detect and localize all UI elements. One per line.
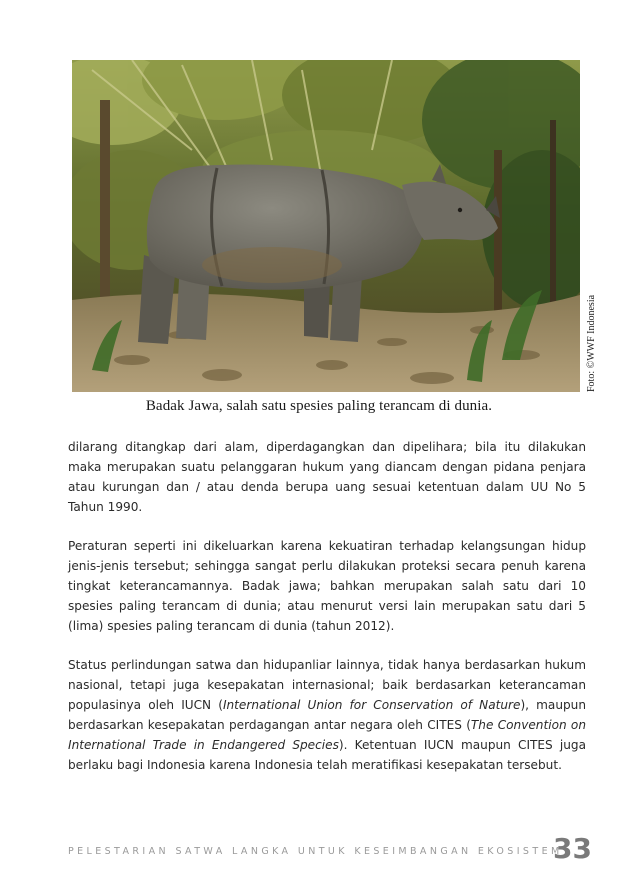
paragraph-3-text-1: Status perlindungan satwa dan hidupanliar lainnya, tidak hanya berdasarkan hukum nasional, tetapi juga kesepakatan internasional; baik berdasarkan keterancaman populasinya oleh IUCN ( [68,658,586,712]
paragraph-3-text-2: ), maupun berdasarkan kesepakatan perdagangan antar negara oleh CITES ( [68,698,586,732]
cites-full-name: The Convention on International Trade in Endangered Species [68,718,586,752]
photo-caption: Badak Jawa, salah satu spesies paling terancam di dunia. [145,398,493,414]
page-number: 33 [553,832,592,865]
photo-credit: Foto: ©WWF Indonesia [586,294,597,392]
paragraph-3 [68,655,586,775]
running-footer: PELESTARIAN SATWA LANGKA UNTUK KESEIMBANGAN EKOSISTEM [68,846,563,857]
rhino-photo [72,60,580,392]
paragraph-1: dilarang ditangkap dari alam, diperdagangkan dan dipelihara; bila itu dilakukan maka merupakan suatu pelanggaran hukum yang diancam dengan pidana penjara atau kurungan dan / atau denda berupa uang sesuai ketentuan dalam UU No 5 Tahun 1990. [68,440,586,514]
rhino-illustration [72,60,580,392]
paragraph-2: Peraturan seperti ini dikeluarkan karena kekuatiran terhadap kelangsungan hidup jenis-jenis tersebut; sehingga sangat perlu dilakukan proteksi secara penuh karena tingkat keterancamannya. Badak jawa; bahkan merupakan salah satu dari 10 spesies paling terancam di dunia; atau menurut versi lain merupakan satu dari 5 (lima) spesies paling terancam di dunia (tahun 2012). [68,539,586,633]
body-text [68,437,586,775]
paragraph-3-text-3: ). Ketentuan IUCN maupun CITES juga berlaku bagi Indonesia karena Indonesia telah meratifikasi kesepakatan tersebut. [68,738,586,772]
iucn-full-name: International Union for Conservation of Nature [222,698,521,712]
